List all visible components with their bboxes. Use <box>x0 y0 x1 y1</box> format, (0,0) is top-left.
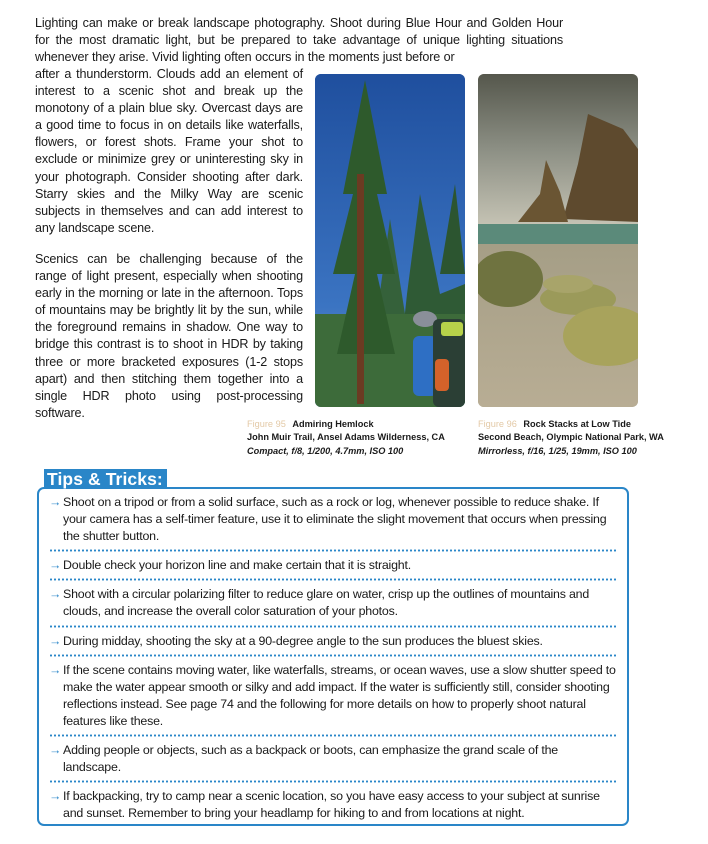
tip-item <box>49 633 617 650</box>
tip-item <box>49 494 617 545</box>
dotted-divider <box>49 549 617 552</box>
hemlock-tree-image <box>315 74 465 407</box>
figure-96-photo <box>478 74 638 407</box>
tip-item <box>49 742 617 776</box>
figure-camera-specs: Compact, f/8, 1/200, 4.7mm, ISO 100 <box>247 445 404 456</box>
dotted-divider <box>49 734 617 737</box>
tip-item <box>49 586 617 620</box>
hdr-paragraph: Scenics can be challenging because of the range of light present, especially when shooting early in the morning or late in the afternoon. Tops of mountains may be brightly lit by the sun, while the foreground remains in shadow. One way to bridge this contrast is to shoot in HDR by taking three or more bracketed exposures (1-2 stops apart) and then stitching them together into a single HDR photo using post-processing software. <box>35 252 303 420</box>
arrow-right-icon: → <box>49 587 62 602</box>
arrow-right-icon: → <box>49 789 62 804</box>
tip-text: If the scene contains moving water, like waterfalls, streams, or ocean waves, use a slow shutter speed to make the water appear smooth or silky and add impact. If the water is sufficiently still, consider shooting reflections instead. See page 74 and the following for more details on how to properly shoot natural features like these. <box>63 662 616 728</box>
intro-paragraph-top: Lighting can make or break landscape photography. Shoot during Blue Hour and Golden Hour for the most dramatic light, but be prepared to take advantage of unique lighting situations whenever they arise. Vivid lighting often occurs in the moments just before or <box>35 16 563 65</box>
arrow-right-icon: → <box>49 495 62 509</box>
intro-paragraph-continued: after a thunderstorm. Clouds add an element of interest to a scenic shot and break up the monotony of a plain blue sky. Overcast days are a good time to focus in on details like waterfalls, flowers, or forest shots. Frame your shot to exclude or minimize grey or uninteresting sky in your photograph. Consider shooting after dark. Starry skies and the Milky Way are scenic subjects in themselves and can add interest to any landscape scene. <box>35 67 303 235</box>
dotted-divider <box>49 654 617 657</box>
figure-95-caption <box>247 418 477 458</box>
tip-item <box>49 788 617 822</box>
tip-text: Double check your horizon line and make certain that it is straight. <box>63 558 411 573</box>
figure-title: Rock Stacks at Low Tide <box>523 419 631 429</box>
figure-95-photo <box>315 74 465 407</box>
tip-item <box>49 662 617 730</box>
arrow-right-icon: → <box>49 633 62 648</box>
dotted-divider <box>49 625 617 628</box>
figure-title: Admiring Hemlock <box>292 419 374 429</box>
tip-text: Shoot with a circular polarizing filter to reduce glare on water, crisp up the outlines of mountains and clouds, and increase the overall color saturation of your photos. <box>63 587 590 619</box>
rock-stacks-image <box>478 74 638 407</box>
tip-item <box>49 557 617 574</box>
figure-location: John Muir Trail, Ansel Adams Wilderness, CA <box>247 432 445 443</box>
tip-text: Shoot on a tripod or from a solid surface, such as a rock or log, whenever possible to reduce shake. If your camera has a self-timer feature, use it to eliminate the slight movement that occurs when pressing the shutter button. <box>63 495 607 544</box>
dotted-divider <box>49 578 617 581</box>
figure-96-caption <box>478 418 708 458</box>
figure-camera-specs: Mirrorless, f/16, 1/25, 19mm, ISO 100 <box>478 445 637 456</box>
tip-text: Adding people or objects, such as a backpack or boots, can emphasize the grand scale of the landscape. <box>63 743 558 775</box>
figure-location: Second Beach, Olympic National Park, WA <box>478 432 664 443</box>
arrow-right-icon: → <box>49 662 62 677</box>
tip-text: If backpacking, try to camp near a scenic location, so you have easy access to your subject at sunrise and sunset. Remember to bring your headlamp for hiking to and from locations at night. <box>63 789 600 821</box>
arrow-right-icon: → <box>49 743 62 758</box>
tips-heading: Tips & Tricks: <box>44 469 167 489</box>
figure-label: Figure 96 <box>478 419 517 429</box>
dotted-divider <box>49 780 617 783</box>
figure-label: Figure 95 <box>247 419 286 429</box>
arrow-right-icon: → <box>49 558 62 573</box>
tip-text: During midday, shooting the sky at a 90-degree angle to the sun produces the bluest skies. <box>63 633 543 648</box>
tips-box <box>37 487 629 826</box>
